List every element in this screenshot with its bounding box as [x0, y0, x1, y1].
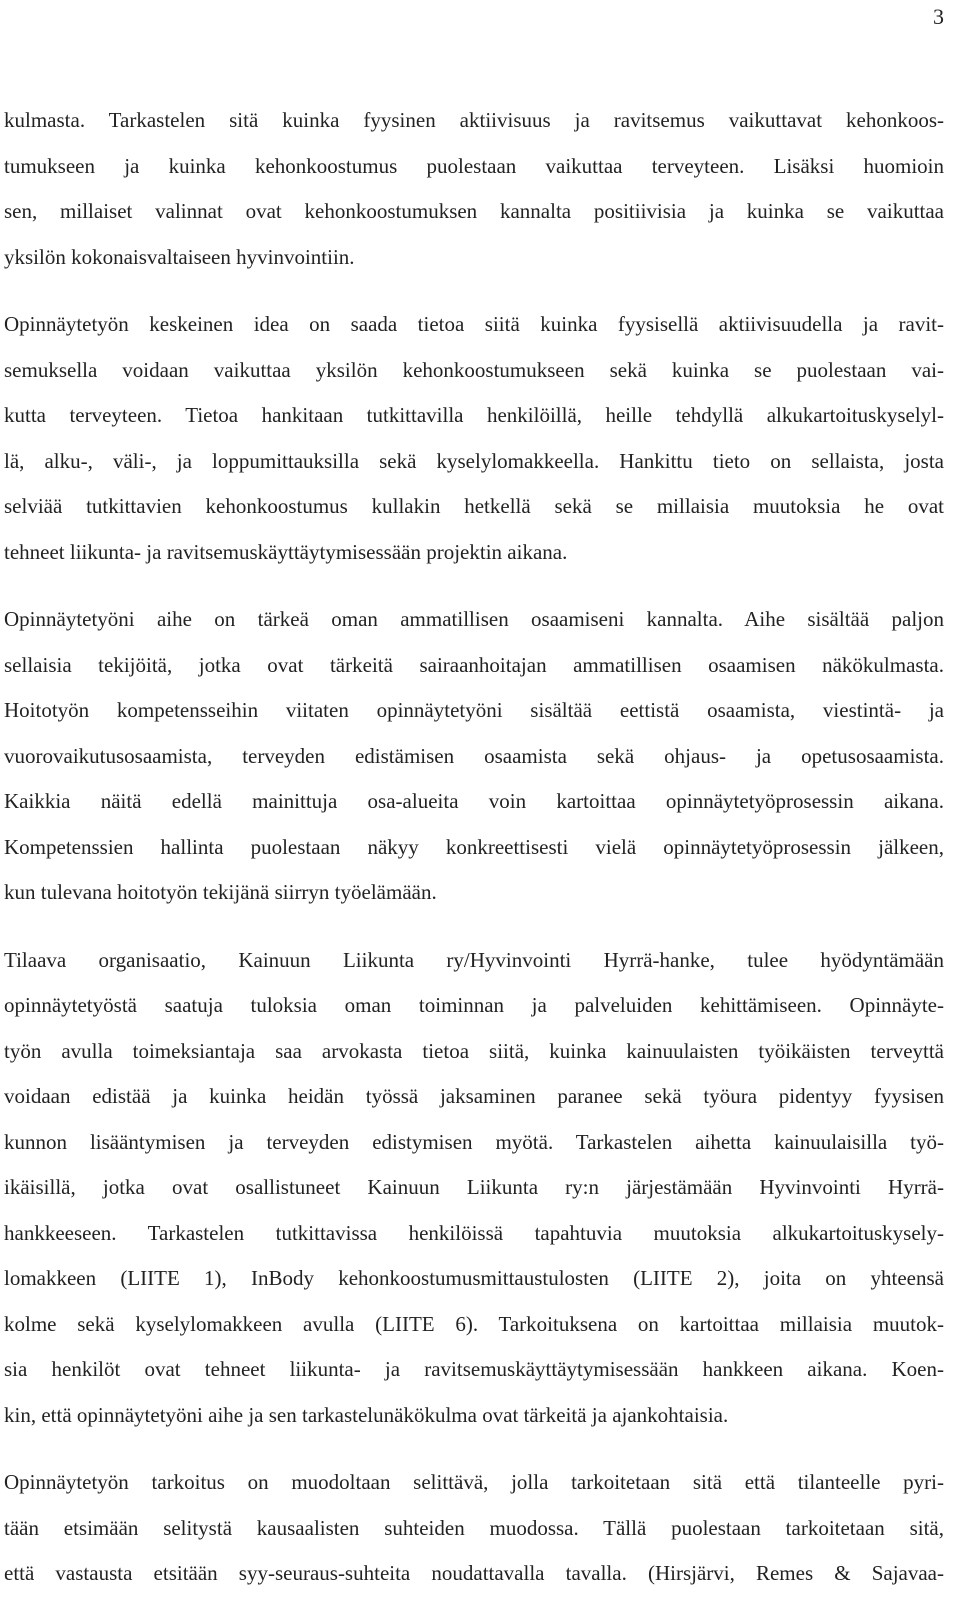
text-line: lä, alku-, väli-, ja loppumittauksilla sekä kyselylomakkeella. Hankittu tieto on sellaista, josta: [4, 448, 944, 473]
text-line: Opinnäytetyöni aihe on tärkeä oman ammatillisen osaamiseni kannalta. Aihe sisältää paljon: [4, 607, 944, 631]
text-line: vuorovaikutusosaamista, terveyden edistämisen osaamista sekä ohjaus- ja opetusosaamista.: [4, 743, 944, 768]
text-line: tehneet liikunta- ja ravitsemuskäyttäytymisessään projektin aikana.: [4, 539, 568, 564]
text-line: kin, että opinnäytetyöni aihe ja sen tarkastelunäkökulma ovat tärkeitä ja ajankohtaisia.: [4, 1402, 729, 1427]
text-line: yksilön kokonaisvaltaiseen hyvinvointiin.: [4, 244, 355, 269]
text-line: semuksella voidaan vaikuttaa yksilön kehonkoostumukseen sekä kuinka se puolestaan vai-: [4, 357, 944, 382]
paragraph-commissioning-organisation: [4, 938, 944, 1439]
text-line: voidaan edistää ja kuinka heidän työssä jaksaminen paranee sekä työura pidentyy fyysisen: [4, 1084, 944, 1108]
paragraph-professional-relevance: [4, 597, 944, 916]
text-line: ikäisillä, jotka ovat osallistuneet Kainuun Liikunta ry:n järjestämään Hyvinvointi Hyrrä-: [4, 1175, 944, 1199]
text-line: Tilaava organisaatio, Kainuun Liikunta ry/Hyvinvointi Hyrrä-hanke, tulee hyödyntämään: [4, 947, 944, 972]
text-line: Opinnäytetyön tarkoitus on muodoltaan selittävä, jolla tarkoitetaan sitä että tilanteelle pyri-: [4, 1470, 944, 1494]
text-line: sen, millaiset valinnat ovat kehonkoostumuksen kannalta positiivisia ja kuinka se vaikuttaa: [4, 199, 944, 223]
text-line: Opinnäytetyön keskeinen idea on saada tietoa siitä kuinka fyysisellä aktiivisuudella ja ravit-: [4, 312, 944, 336]
text-line: lomakkeen (LIITE 1), InBody kehonkoostumusmittaustulosten (LIITE 2), joita on yhteensä: [4, 1266, 944, 1290]
text-line: tumukseen ja kuinka kehonkoostumus puolestaan vaikuttaa terveyteen. Lisäksi huomioin: [4, 153, 944, 178]
text-line: opinnäytetyöstä saatuja tuloksia oman toiminnan ja palveluiden kehittämiseen. Opinnäyte-: [4, 993, 944, 1017]
text-line: sia henkilöt ovat tehneet liikunta- ja ravitsemuskäyttäytymisessään hankkeen aikana. Koen-: [4, 1357, 944, 1381]
text-line: tään etsimään selitystä kausaalisten suhteiden muodossa. Tällä puolestaan tarkoitetaan sitä,: [4, 1515, 944, 1540]
text-line: hankkeeseen. Tarkastelen tutkittavissa henkilöissä tapahtuvia muutoksia alkukartoituskysely-: [4, 1220, 944, 1245]
paragraph-intro-continued: [4, 98, 944, 280]
text-line: Kaikkia näitä edellä mainittuja osa-alueita voin kartoittaa opinnäytetyöprosessin aikana.: [4, 789, 944, 813]
paragraph-purpose: [4, 1460, 944, 1597]
text-line: työn avulla toimeksiantaja saa arvokasta tietoa siitä, kuinka kainuulaisten työikäisten terveyttä: [4, 1038, 944, 1063]
text-line: kutta terveyteen. Tietoa hankitaan tutkittavilla henkilöillä, heille tehdyllä alkukartoituskyselyl-: [4, 403, 944, 427]
text-line: kunnon lisääntymisen ja terveyden edistymisen myötä. Tarkastelen aihetta kainuulaisilla työ-: [4, 1129, 944, 1154]
text-line: Hoitotyön kompetensseihin viitaten opinnäytetyöni sisältää eettistä osaamista, viestintä- ja: [4, 698, 944, 722]
text-line: Kompetenssien hallinta puolestaan näkyy konkreettisesti vielä opinnäytetyöprosessin jälkeen,: [4, 834, 944, 859]
text-line: kulmasta. Tarkastelen sitä kuinka fyysinen aktiivisuus ja ravitsemus vaikuttavat kehonkoos-: [4, 108, 944, 132]
text-line: kun tulevana hoitotyön tekijänä siirryn työelämään.: [4, 880, 437, 904]
text-line: kolme sekä kyselylomakkeen avulla (LIITE 6). Tarkoituksena on kartoittaa millaisia muutok-: [4, 1311, 944, 1336]
page-number: 3: [933, 4, 944, 29]
text-line: sellaisia tekijöitä, jotka ovat tärkeitä sairaanhoitajan ammatillisen osaamisen näkökulmasta.: [4, 652, 944, 677]
text-line: että vastausta etsitään syy-seuraus-suhteita noudattavalla tavalla. (Hirsjärvi, Remes & Sajavaa-: [4, 1561, 944, 1585]
document-body: [4, 98, 944, 1597]
paragraph-central-idea: [4, 302, 944, 575]
text-line: selviää tutkittavien kehonkoostumus kullakin hetkellä sekä se millaisia muutoksia he ovat: [4, 494, 944, 518]
